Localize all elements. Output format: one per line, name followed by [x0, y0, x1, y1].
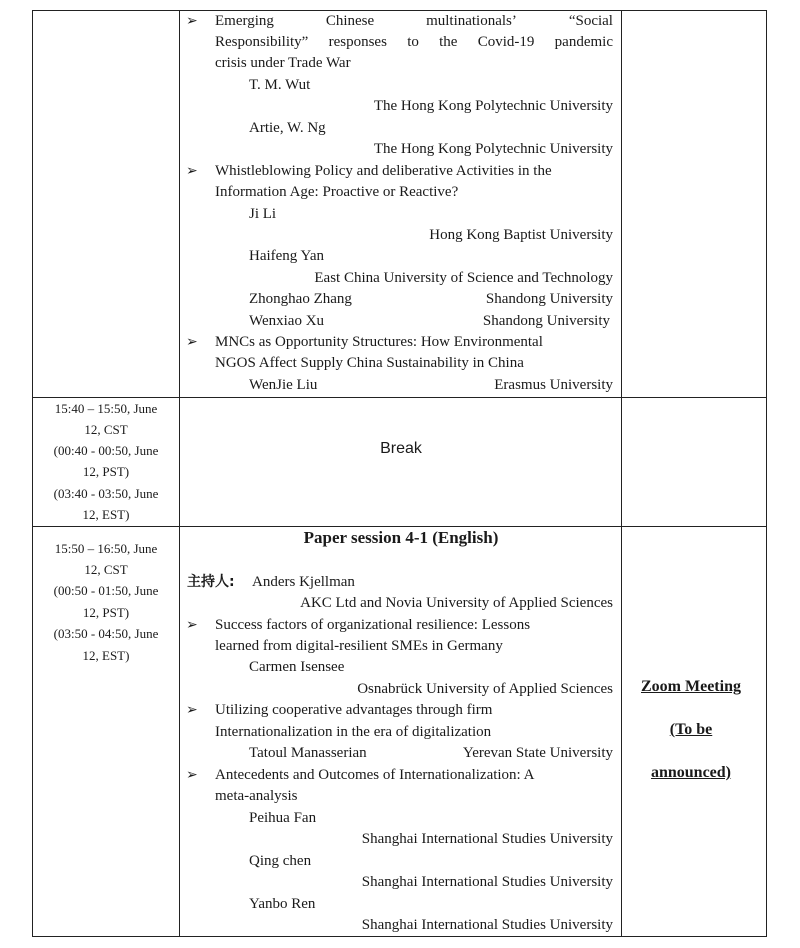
time-line: (00:40 - 00:50, June	[53, 443, 159, 458]
author-name: Peihua Fan	[249, 810, 317, 826]
paper-title-line: crisis under Trade War	[215, 55, 351, 71]
venue-to-be: (To be	[669, 721, 713, 738]
time-line: 15:50 – 16:50, June	[54, 541, 158, 556]
venue-zoom-meeting: Zoom Meeting	[641, 678, 741, 695]
word: the	[439, 34, 458, 50]
author-affiliation: East China University of Science and Technology	[314, 270, 613, 286]
paper-title-line: Utilizing cooperative advantages through firm	[215, 702, 493, 718]
author-affiliation: Shandong University	[485, 291, 613, 307]
paper-title-line: Success factors of organizational resilience: Lessons	[215, 617, 531, 633]
venue-announced: announced)	[650, 764, 732, 781]
column-divider	[179, 11, 180, 936]
host-name: Anders Kjellman	[252, 574, 355, 590]
time-line: (00:50 - 01:50, June	[53, 583, 159, 598]
word: Chinese	[325, 13, 375, 29]
paper-title-line: NGOS Affect Supply China Sustainability in China	[215, 355, 524, 371]
bullet-arrow-icon: ➢	[186, 768, 198, 783]
paper-title-line: MNCs as Opportunity Structures: How Environmental	[215, 334, 543, 350]
paper-title-line	[215, 32, 613, 53]
time-line: (03:50 - 04:50, June	[53, 626, 159, 641]
bullet-arrow-icon: ➢	[186, 335, 198, 350]
paper-title-line	[215, 11, 613, 32]
time-line: (03:40 - 03:50, June	[53, 486, 159, 501]
author-affiliation: Osnabrück University of Applied Sciences	[357, 681, 613, 697]
time-line: 15:40 – 15:50, June	[54, 401, 158, 416]
word: Responsibility”	[215, 34, 309, 50]
word: to	[407, 34, 419, 50]
author-affiliation: Erasmus University	[494, 377, 613, 393]
author-name: Yanbo Ren	[249, 896, 316, 912]
paper-title-line: Information Age: Proactive or Reactive?	[215, 184, 459, 200]
host-affiliation: AKC Ltd and Novia University of Applied Sciences	[300, 595, 613, 611]
author-name: Qing chen	[249, 853, 312, 869]
author-affiliation: Yerevan State University	[462, 745, 613, 761]
word: Emerging	[215, 13, 274, 29]
row-divider	[33, 526, 766, 527]
break-label: Break	[380, 440, 422, 457]
author-affiliation: Hong Kong Baptist University	[429, 227, 613, 243]
bullet-arrow-icon: ➢	[186, 703, 198, 718]
paper-title-line: Internationalization in the era of digitalization	[215, 724, 492, 740]
paper-title-line: Whistleblowing Policy and deliberative Activities in the	[215, 163, 552, 179]
author-name: T. M. Wut	[249, 77, 311, 93]
author-name: WenJie Liu	[249, 377, 318, 393]
author-affiliation: Shanghai International Studies University	[361, 874, 613, 890]
host-label: 主持人:	[187, 574, 235, 590]
author-affiliation: The Hong Kong Polytechnic University	[373, 98, 613, 114]
session-title: Paper session 4-1 (English)	[303, 528, 499, 547]
author-affiliation: Shandong University	[482, 313, 610, 329]
bullet-arrow-icon: ➢	[186, 164, 198, 179]
time-line: 12, CST	[84, 422, 128, 437]
author-name: Carmen Isensee	[249, 659, 345, 675]
author-name: Haifeng Yan	[249, 248, 324, 264]
word: Covid-19	[477, 34, 535, 50]
author-name: Wenxiao Xu	[249, 313, 325, 329]
time-line: 12, PST)	[82, 605, 130, 620]
time-line: 12, CST	[84, 562, 128, 577]
author-affiliation: Shanghai International Studies University	[361, 917, 613, 933]
paper-title-line: learned from digital-resilient SMEs in Germany	[215, 638, 503, 654]
word: “Social	[568, 13, 613, 29]
bullet-arrow-icon: ➢	[186, 14, 198, 29]
word: pandemic	[554, 34, 613, 50]
author-affiliation: Shanghai International Studies University	[361, 831, 613, 847]
author-name: Artie, W. Ng	[249, 120, 326, 136]
word: responses	[328, 34, 387, 50]
time-line: 12, EST)	[82, 648, 130, 663]
word: multinationals’	[426, 13, 517, 29]
time-line: 12, EST)	[82, 507, 130, 522]
bullet-arrow-icon: ➢	[186, 618, 198, 633]
author-name: Tatoul Manasserian	[249, 745, 367, 761]
author-name: Ji Li	[249, 206, 277, 222]
author-name: Zhonghao Zhang	[249, 291, 352, 307]
time-line: 12, PST)	[82, 464, 130, 479]
paper-title-line: meta-analysis	[215, 788, 298, 804]
paper-title-line: Antecedents and Outcomes of Internationalization: A	[215, 767, 535, 783]
column-divider	[621, 11, 622, 936]
author-affiliation: The Hong Kong Polytechnic University	[373, 141, 613, 157]
